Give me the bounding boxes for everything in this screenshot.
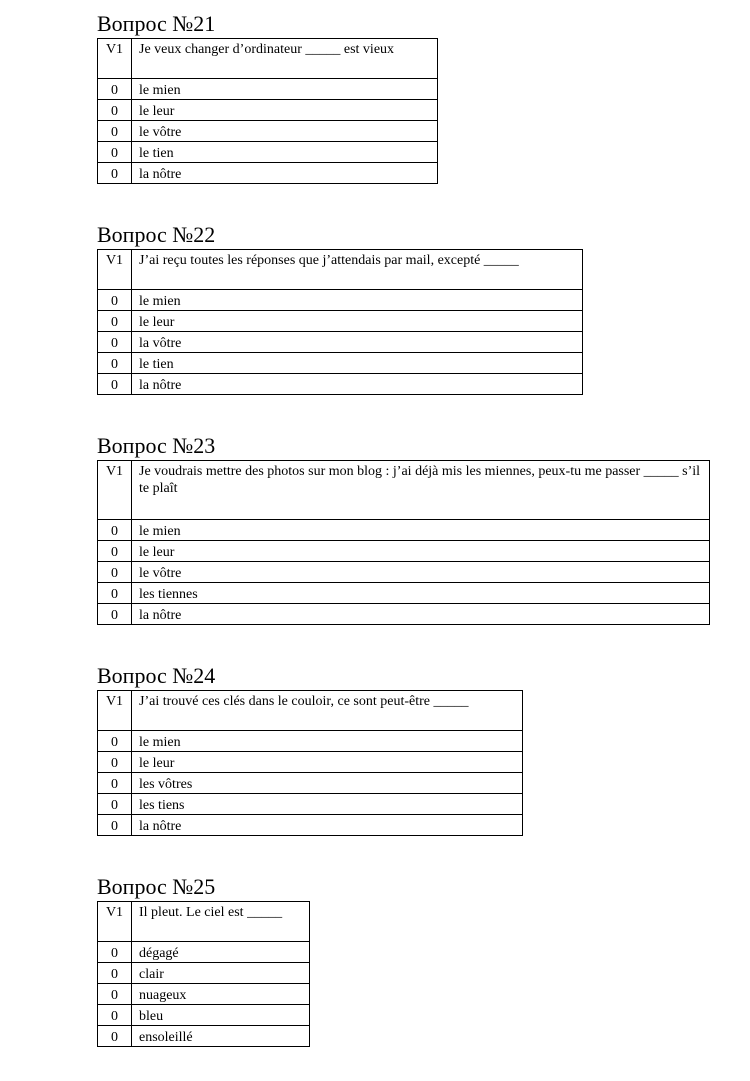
question-table	[97, 690, 523, 836]
option-score: 0	[98, 353, 132, 374]
option-text: le mien	[132, 290, 583, 311]
option-row[interactable]	[98, 963, 310, 984]
option-row[interactable]	[98, 374, 583, 395]
option-score: 0	[98, 604, 132, 625]
question-22	[97, 223, 583, 395]
option-row[interactable]	[98, 815, 523, 836]
prompt-row	[98, 902, 310, 942]
option-score: 0	[98, 290, 132, 311]
option-row[interactable]	[98, 353, 583, 374]
version-cell: V1	[98, 461, 132, 520]
option-score: 0	[98, 541, 132, 562]
version-cell: V1	[98, 902, 132, 942]
prompt-row	[98, 461, 710, 520]
option-score: 0	[98, 79, 132, 100]
question-25	[97, 875, 310, 1047]
option-score: 0	[98, 583, 132, 604]
option-text: les tiennes	[132, 583, 710, 604]
option-text: le tien	[132, 142, 438, 163]
question-table	[97, 901, 310, 1047]
option-score: 0	[98, 984, 132, 1005]
option-score: 0	[98, 163, 132, 184]
option-text: le vôtre	[132, 121, 438, 142]
question-23	[97, 434, 710, 625]
option-row[interactable]	[98, 290, 583, 311]
question-title: Вопрос №23	[97, 433, 216, 458]
option-text: les tiens	[132, 794, 523, 815]
prompt-row	[98, 691, 523, 731]
option-row[interactable]	[98, 731, 523, 752]
option-score: 0	[98, 562, 132, 583]
option-row[interactable]	[98, 311, 583, 332]
option-score: 0	[98, 963, 132, 984]
question-table	[97, 38, 438, 184]
version-cell: V1	[98, 39, 132, 79]
option-text: la vôtre	[132, 332, 583, 353]
option-score: 0	[98, 520, 132, 541]
option-text: la nôtre	[132, 815, 523, 836]
prompt-cell: J’ai trouvé ces clés dans le couloir, ce sont peut-être _____	[132, 691, 523, 731]
option-score: 0	[98, 100, 132, 121]
option-text: le leur	[132, 752, 523, 773]
option-text: le mien	[132, 520, 710, 541]
option-text: clair	[132, 963, 310, 984]
option-text: bleu	[132, 1005, 310, 1026]
option-score: 0	[98, 1005, 132, 1026]
option-score: 0	[98, 752, 132, 773]
option-row[interactable]	[98, 121, 438, 142]
option-score: 0	[98, 374, 132, 395]
option-row[interactable]	[98, 604, 710, 625]
option-row[interactable]	[98, 142, 438, 163]
option-text: le mien	[132, 731, 523, 752]
option-row[interactable]	[98, 562, 710, 583]
option-score: 0	[98, 942, 132, 963]
option-row[interactable]	[98, 942, 310, 963]
prompt-cell: Il pleut. Le ciel est _____	[132, 902, 310, 942]
option-text: nuageux	[132, 984, 310, 1005]
option-text: les vôtres	[132, 773, 523, 794]
option-text: ensoleillé	[132, 1026, 310, 1047]
option-text: la nôtre	[132, 374, 583, 395]
option-score: 0	[98, 142, 132, 163]
option-text: le leur	[132, 541, 710, 562]
prompt-row	[98, 39, 438, 79]
option-score: 0	[98, 731, 132, 752]
prompt-cell: J’ai reçu toutes les réponses que j’attendais par mail, excepté _____	[132, 250, 583, 290]
option-score: 0	[98, 815, 132, 836]
option-score: 0	[98, 311, 132, 332]
option-row[interactable]	[98, 520, 710, 541]
option-row[interactable]	[98, 79, 438, 100]
question-21	[97, 12, 438, 184]
option-text: le vôtre	[132, 562, 710, 583]
version-cell: V1	[98, 691, 132, 731]
option-row[interactable]	[98, 794, 523, 815]
option-row[interactable]	[98, 541, 710, 562]
option-text: le mien	[132, 79, 438, 100]
option-row[interactable]	[98, 752, 523, 773]
question-table	[97, 249, 583, 395]
option-text: le leur	[132, 100, 438, 121]
question-title: Вопрос №21	[97, 11, 216, 36]
question-24	[97, 664, 523, 836]
question-table	[97, 460, 710, 625]
option-text: dégagé	[132, 942, 310, 963]
prompt-cell: Je veux changer d’ordinateur _____ est vieux	[132, 39, 438, 79]
prompt-row	[98, 250, 583, 290]
option-score: 0	[98, 773, 132, 794]
option-score: 0	[98, 332, 132, 353]
prompt-cell: Je voudrais mettre des photos sur mon blog : j’ai déjà mis les miennes, peux-tu me passer _____ s’il te plaît	[132, 461, 710, 520]
option-row[interactable]	[98, 1026, 310, 1047]
option-text: la nôtre	[132, 604, 710, 625]
option-row[interactable]	[98, 100, 438, 121]
option-row[interactable]	[98, 1005, 310, 1026]
option-text: la nôtre	[132, 163, 438, 184]
option-score: 0	[98, 121, 132, 142]
option-score: 0	[98, 794, 132, 815]
question-title: Вопрос №25	[97, 874, 216, 899]
option-row[interactable]	[98, 984, 310, 1005]
option-row[interactable]	[98, 583, 710, 604]
option-row[interactable]	[98, 163, 438, 184]
question-title: Вопрос №24	[97, 663, 216, 688]
option-row[interactable]	[98, 332, 583, 353]
version-cell: V1	[98, 250, 132, 290]
option-text: le tien	[132, 353, 583, 374]
option-row[interactable]	[98, 773, 523, 794]
option-score: 0	[98, 1026, 132, 1047]
option-text: le leur	[132, 311, 583, 332]
question-title: Вопрос №22	[97, 222, 216, 247]
